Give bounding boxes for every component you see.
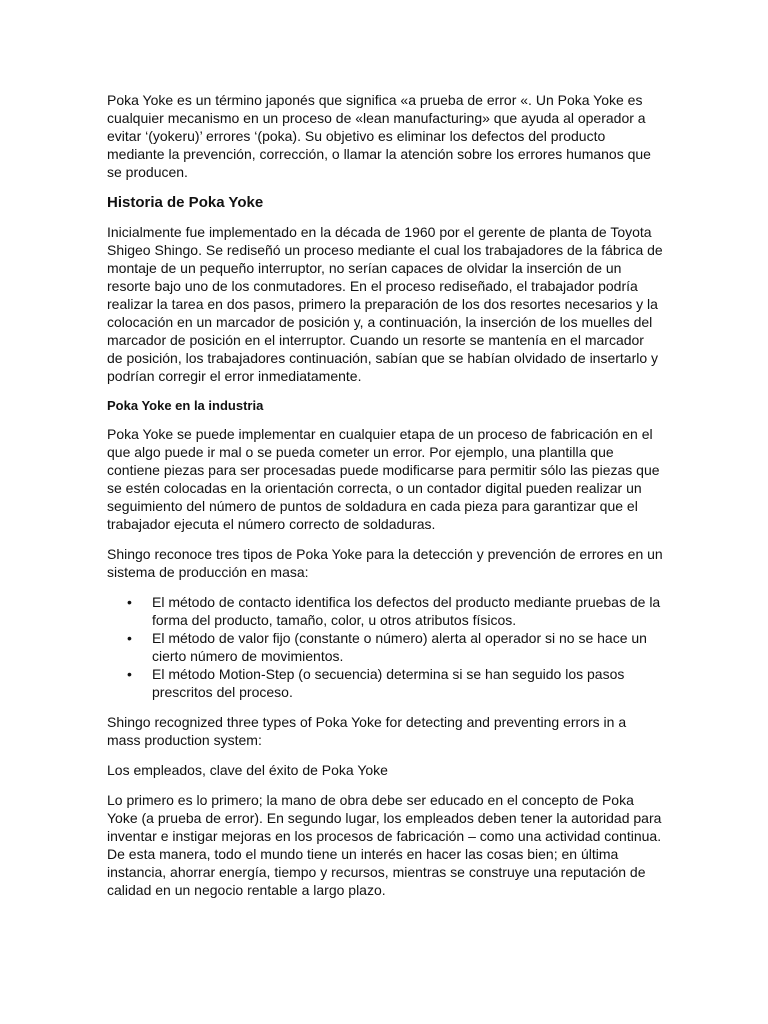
industry-paragraph: Poka Yoke se puede implementar en cualquier etapa de un proceso de fabricación en el que algo puede ir mal o se pueda cometer un error. Por ejemplo, una plantilla que contiene piezas para ser procesadas puede modificarse para permitir sólo las piezas que se estén colocadas en la orientación correcta, o un contador digital pueden realizar un seguimiento del número de puntos de soldadura en cada pieza para garantizar que el trabajador ejecuta el número correcto de soldaduras. [107, 426, 660, 532]
list-item [107, 593, 663, 629]
bullet-icon: • [127, 594, 132, 610]
bullet-icon: • [127, 666, 132, 682]
english-paragraph: Shingo recognized three types of Poka Yoke for detecting and preventing errors in a mass production system: [107, 714, 627, 748]
bullet-icon: • [127, 630, 132, 646]
industry-heading: Poka Yoke en la industria [107, 398, 264, 413]
list-item-text: El método de contacto identifica los defectos del producto mediante pruebas de la forma del producto, tamaño, color, u otros atributos físicos. [152, 594, 661, 628]
types-list [107, 593, 663, 701]
list-item [107, 629, 663, 665]
history-paragraph: Inicialmente fue implementado en la década de 1960 por el gerente de planta de Toyota Shigeo Shingo. Se rediseñó un proceso mediante el cual los trabajadores de la fábrica de montaje de un pequeño interruptor, no serían capaces de olvidar la inserción de un resorte bajo uno de los conmutadores. En el proceso rediseñado, el trabajador podría realizar la tarea en dos pasos, primero la preparación de los dos resortes necesarios y la colocación en un marcador de posición y, a continuación, la inserción de los muelles del marcador de posición en el interruptor. Cuando un resorte se mantenía en el marcador de posición, los trabajadores continuación, sabían que se habían olvidado de insertarlo y podrían corregir el error inmediatamente. [107, 224, 663, 384]
intro-paragraph: Poka Yoke es un término japonés que significa «a prueba de error «. Un Poka Yoke es cualquier mecanismo en un proceso de «lean manufacturing» que ayuda al operador a evitar ‘(yokeru)’ errores ‘(poka). Su objetivo es eliminar los defectos del producto mediante la prevención, corrección, o llamar la atención sobre los errores humanos que se producen. [107, 92, 651, 180]
employees-heading: Los empleados, clave del éxito de Poka Yoke [107, 762, 388, 778]
types-intro-paragraph: Shingo reconoce tres tipos de Poka Yoke para la detección y prevención de errores en un sistema de producción en masa: [107, 546, 663, 580]
employees-paragraph: Lo primero es lo primero; la mano de obra debe ser educado en el concepto de Poka Yoke (a prueba de error). En segundo lugar, los empleados deben tener la autoridad para inventar e instigar mejoras en los procesos de fabricación – como una actividad continua. De esta manera, todo el mundo tiene un interés en hacer las cosas bien; en última instancia, ahorrar energía, tiempo y recursos, mientras se construye una reputación de calidad en un negocio rentable a largo plazo. [107, 792, 662, 898]
list-item-text: El método de valor fijo (constante o número) alerta al operador si no se hace un cierto número de movimientos. [152, 630, 647, 664]
list-item-text: El método Motion-Step (o secuencia) determina si se han seguido los pasos prescritos del proceso. [152, 666, 625, 700]
document-page [107, 91, 663, 911]
history-heading: Historia de Poka Yoke [107, 194, 264, 211]
list-item [107, 665, 663, 701]
